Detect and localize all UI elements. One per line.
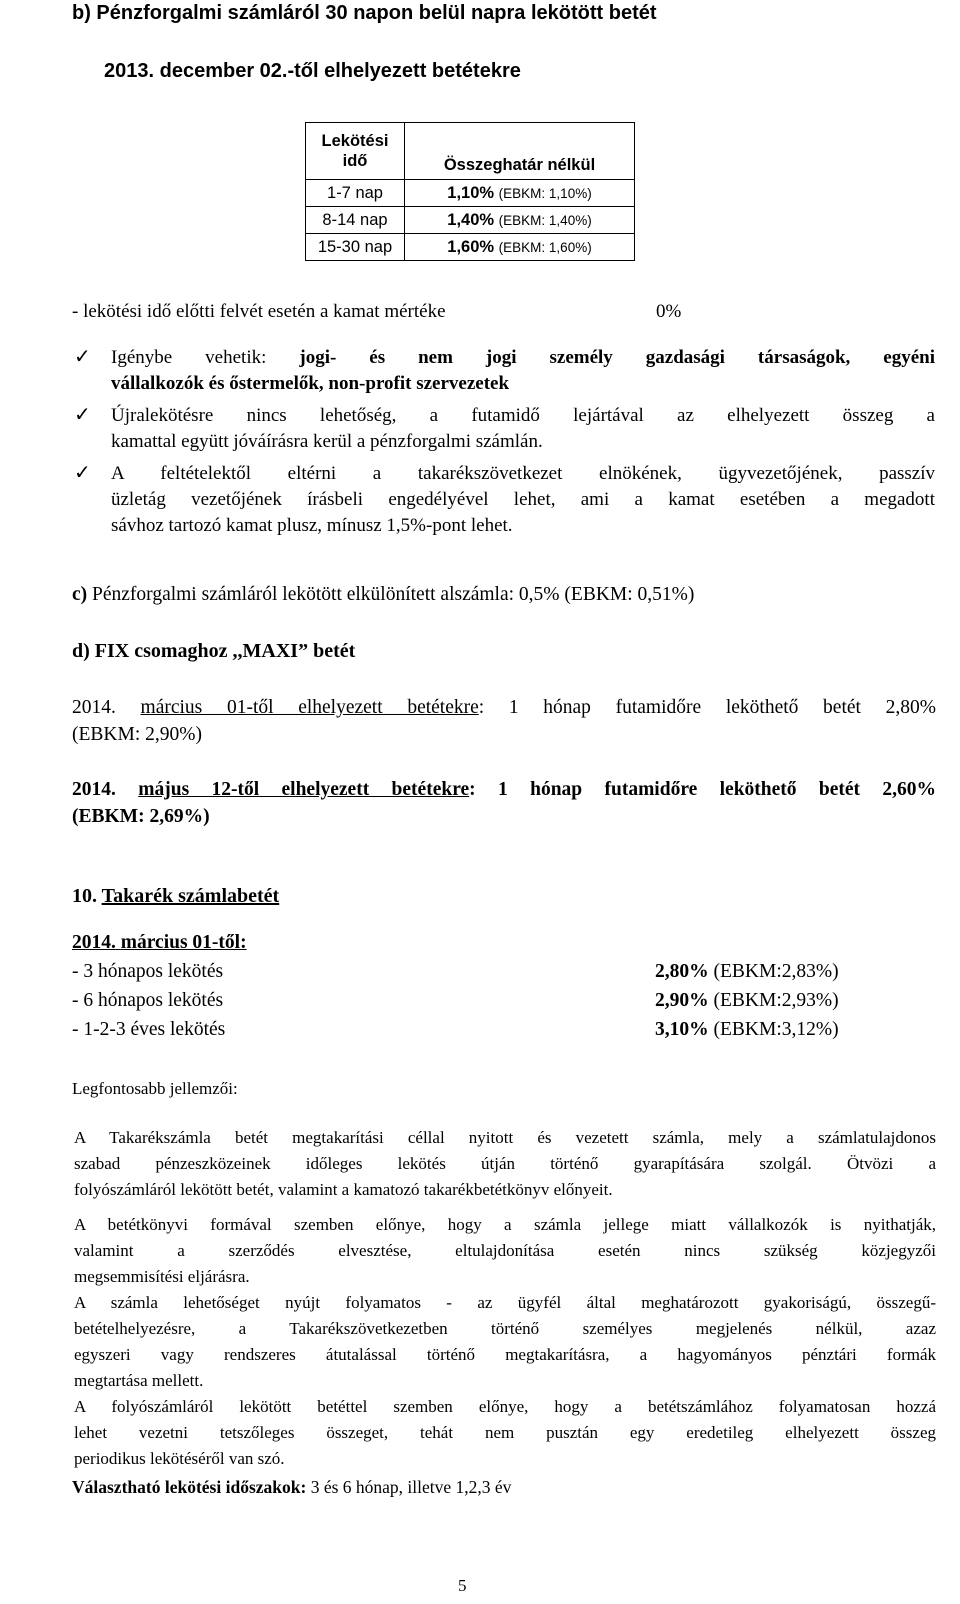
rate-label: - 3 hónapos lekötés: [72, 961, 224, 982]
period-cell: 15-30 nap: [306, 234, 405, 261]
section-10-date: 2014. március 01-től:: [72, 932, 247, 953]
rate-label: - 1-2-3 éves lekötés: [72, 1019, 226, 1040]
bullet-deviation: A feltételektől eltérni a takarékszövetkezet elnökének, ügyvezetőjének, passzív üzletág vezetőjének írásbeli engedélyével lehet, ami a kamat esetében a megadott sávhoz tartozó kamat plusz, mínusz 1,5%-pont lehet.: [111, 463, 935, 536]
check-icon: ✓: [74, 462, 91, 484]
page-number: 5: [458, 1576, 467, 1595]
period-cell: 8-14 nap: [306, 207, 405, 234]
features-paragraph-4: A folyószámláról lekötött betéttel szemben előnye, hogy a betétszámlához folyamatosan hozzá lehet vezetni tetszőleges összeget, tehát nem pusztán egy eredetileg elhelyezett összeg periodikus lekötéséről van szó.: [74, 1397, 936, 1468]
table-row: [306, 234, 635, 261]
section-b-date-line: 2013. december 02.-től elhelyezett betétekre: [104, 60, 521, 82]
rate-cell: 1,60% (EBKM: 1,60%): [405, 234, 635, 261]
rate-cell: 1,40% (EBKM: 1,40%): [405, 207, 635, 234]
section-b-title: b) Pénzforgalmi számláról 30 napon belül napra lekötött betét: [72, 2, 657, 24]
section-d-paragraph-2: 2014. május 12-től elhelyezett betétekre: 1 hónap futamidőre leköthető betét 2,60% (EBKM: 2,69%): [72, 779, 937, 827]
rate-table-header: [306, 123, 635, 180]
features-heading: Legfontosabb jellemzői:: [72, 1079, 238, 1098]
check-icon: ✓: [74, 346, 91, 368]
rate-value: 2,80% (EBKM:2,83%): [655, 961, 839, 982]
features-paragraph-1: A Takarékszámla betét megtakarítási céllal nyitott és vezetett számla, mely a számlatulajdonos szabad pénzeszközeinek időleges lekötés útján történő gyarapítására szolgál. Ötvözi a folyószámláról lekötött betét, valamint a kamatozó takarékbetétkönyv előnyeit.: [74, 1128, 936, 1199]
table-row: [306, 180, 635, 207]
section-d-title: d) FIX csomaghoz ,,MAXI” betét: [72, 640, 356, 662]
rate-cell: 1,10% (EBKM: 1,10%): [405, 180, 635, 207]
rate-label: - 6 hónapos lekötés: [72, 990, 224, 1011]
features-paragraph-2: A betétkönyvi formával szemben előnye, hogy a számla jellege miatt vállalkozók is nyithatják, valamint a szerződés elvesztése, eltulajdonítása esetén nincs szükség közjegyzői megsemmisítési eljárásra.: [74, 1215, 936, 1286]
lock-periods: Választható lekötési időszakok: 3 és 6 hónap, illetve 1,2,3 év: [72, 1477, 512, 1497]
check-icon: ✓: [74, 404, 91, 426]
section-10-title: 10. Takarék számlabetét: [72, 885, 280, 907]
header-period: Lekötési idő: [306, 123, 405, 180]
early-withdrawal-label: - lekötési idő előtti felvét esetén a kamat mértéke: [72, 301, 446, 322]
section-c: c) Pénzforgalmi számláról lekötött elkülönített alszámla: 0,5% (EBKM: 0,51%): [72, 584, 695, 605]
features-paragraph-3: A számla lehetőséget nyújt folyamatos - az ügyfél által meghatározott gyakoriságú, összegű- betételhelyezésre, a Takarékszövetkezetben történő személyes megjelenés nélkül, azaz egyszeri vagy rendszeres átutalással történő megtakarításra, a hagyományos pénztári formák megtartása mellett.: [74, 1293, 936, 1390]
early-withdrawal-value: 0%: [656, 301, 682, 322]
rate-table: [305, 122, 635, 261]
period-cell: 1-7 nap: [306, 180, 405, 207]
header-amount: Összeghatár nélkül: [405, 123, 635, 180]
rate-value: 2,90% (EBKM:2,93%): [655, 990, 839, 1011]
bullet-eligibility: Igénybe vehetik: jogi- és nem jogi személy gazdasági társaságok, egyéni vállalkozók és őstermelők, non-profit szervezetek: [111, 347, 935, 394]
bullet-renewal: Újralekötésre nincs lehetőség, a futamidő lejártával az elhelyezett összeg a kamattal együtt jóváírásra kerül a pénzforgalmi számlán.: [111, 405, 935, 452]
rate-value: 3,10% (EBKM:3,12%): [655, 1019, 839, 1040]
table-row: [306, 207, 635, 234]
section-d-paragraph-1: 2014. március 01-től elhelyezett betétekre: 1 hónap futamidőre leköthető betét 2,80% (EBKM: 2,90%): [72, 697, 936, 745]
